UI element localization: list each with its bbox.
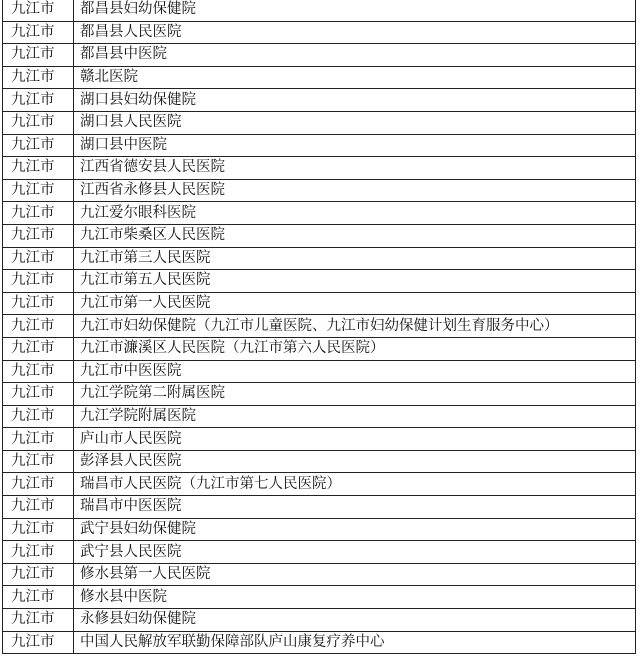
table-row: [3, 428, 636, 451]
city-cell: 九江市: [3, 89, 74, 112]
hospital-name-cell: 都昌县妇幼保健院: [74, 0, 636, 21]
hospital-name-cell: 瑞昌市中医医院: [74, 496, 636, 519]
table-row: [3, 247, 636, 270]
table-row: [3, 563, 636, 586]
table-row: [3, 224, 636, 247]
table-row: [3, 337, 636, 360]
city-cell: 九江市: [3, 609, 74, 632]
table-row: [3, 270, 636, 293]
table-row: [3, 450, 636, 473]
table-row: [3, 0, 636, 21]
hospital-name-cell: 瑞昌市人民医院（九江市第七人民医院）: [74, 473, 636, 496]
table-row: [3, 541, 636, 564]
table-row: [3, 315, 636, 338]
hospital-name-cell: 九江学院附属医院: [74, 405, 636, 428]
table-row: [3, 518, 636, 541]
hospital-name-cell: 江西省德安县人民医院: [74, 157, 636, 180]
table-row: [3, 89, 636, 112]
table-row: [3, 586, 636, 609]
city-cell: 九江市: [3, 383, 74, 406]
city-cell: 九江市: [3, 405, 74, 428]
table-row: [3, 44, 636, 67]
hospital-name-cell: 九江市濂溪区人民医院（九江市第六人民医院）: [74, 337, 636, 360]
hospital-name-cell: 修水县中医院: [74, 586, 636, 609]
hospital-name-cell: 九江市第三人民医院: [74, 247, 636, 270]
city-cell: 九江市: [3, 631, 74, 654]
hospital-table-body: [3, 0, 636, 654]
hospital-name-cell: 武宁县妇幼保健院: [74, 518, 636, 541]
hospital-name-cell: 九江市第五人民医院: [74, 270, 636, 293]
city-cell: 九江市: [3, 247, 74, 270]
city-cell: 九江市: [3, 450, 74, 473]
hospital-name-cell: 九江爱尔眼科医院: [74, 202, 636, 225]
table-row: [3, 473, 636, 496]
table-row: [3, 496, 636, 519]
city-cell: 九江市: [3, 44, 74, 67]
table-row: [3, 292, 636, 315]
hospital-name-cell: 九江市柴桑区人民医院: [74, 224, 636, 247]
hospital-name-cell: 永修县妇幼保健院: [74, 609, 636, 632]
hospital-name-cell: 彭泽县人民医院: [74, 450, 636, 473]
city-cell: 九江市: [3, 496, 74, 519]
city-cell: 九江市: [3, 315, 74, 338]
city-cell: 九江市: [3, 0, 74, 21]
table-row: [3, 111, 636, 134]
hospital-name-cell: 九江市第一人民医院: [74, 292, 636, 315]
table-row: [3, 631, 636, 654]
city-cell: 九江市: [3, 292, 74, 315]
city-cell: 九江市: [3, 473, 74, 496]
hospital-name-cell: 湖口县中医院: [74, 134, 636, 157]
city-cell: 九江市: [3, 541, 74, 564]
city-cell: 九江市: [3, 224, 74, 247]
table-row: [3, 134, 636, 157]
city-cell: 九江市: [3, 518, 74, 541]
table-row: [3, 383, 636, 406]
city-cell: 九江市: [3, 21, 74, 44]
city-cell: 九江市: [3, 111, 74, 134]
city-cell: 九江市: [3, 586, 74, 609]
table-row: [3, 609, 636, 632]
hospital-name-cell: 赣北医院: [74, 66, 636, 89]
hospital-name-cell: 中国人民解放军联勤保障部队庐山康复疗养中心: [74, 631, 636, 654]
city-cell: 九江市: [3, 563, 74, 586]
hospital-name-cell: 庐山市人民医院: [74, 428, 636, 451]
hospital-name-cell: 九江市中医医院: [74, 360, 636, 383]
table-row: [3, 157, 636, 180]
city-cell: 九江市: [3, 360, 74, 383]
table-row: [3, 405, 636, 428]
city-cell: 九江市: [3, 66, 74, 89]
table-row: [3, 21, 636, 44]
hospital-name-cell: 修水县第一人民医院: [74, 563, 636, 586]
table-row: [3, 202, 636, 225]
city-cell: 九江市: [3, 428, 74, 451]
city-cell: 九江市: [3, 134, 74, 157]
hospital-name-cell: 武宁县人民医院: [74, 541, 636, 564]
table-row: [3, 179, 636, 202]
city-cell: 九江市: [3, 337, 74, 360]
city-cell: 九江市: [3, 157, 74, 180]
hospital-name-cell: 湖口县人民医院: [74, 111, 636, 134]
table-row: [3, 66, 636, 89]
hospital-name-cell: 都昌县人民医院: [74, 21, 636, 44]
city-cell: 九江市: [3, 270, 74, 293]
city-cell: 九江市: [3, 179, 74, 202]
hospital-name-cell: 湖口县妇幼保健院: [74, 89, 636, 112]
city-cell: 九江市: [3, 202, 74, 225]
table-row: [3, 360, 636, 383]
hospital-name-cell: 江西省永修县人民医院: [74, 179, 636, 202]
hospital-table: [2, 0, 636, 654]
hospital-name-cell: 九江学院第二附属医院: [74, 383, 636, 406]
hospital-name-cell: 九江市妇幼保健院（九江市儿童医院、九江市妇幼保健计划生育服务中心）: [74, 315, 636, 338]
hospital-name-cell: 都昌县中医院: [74, 44, 636, 67]
